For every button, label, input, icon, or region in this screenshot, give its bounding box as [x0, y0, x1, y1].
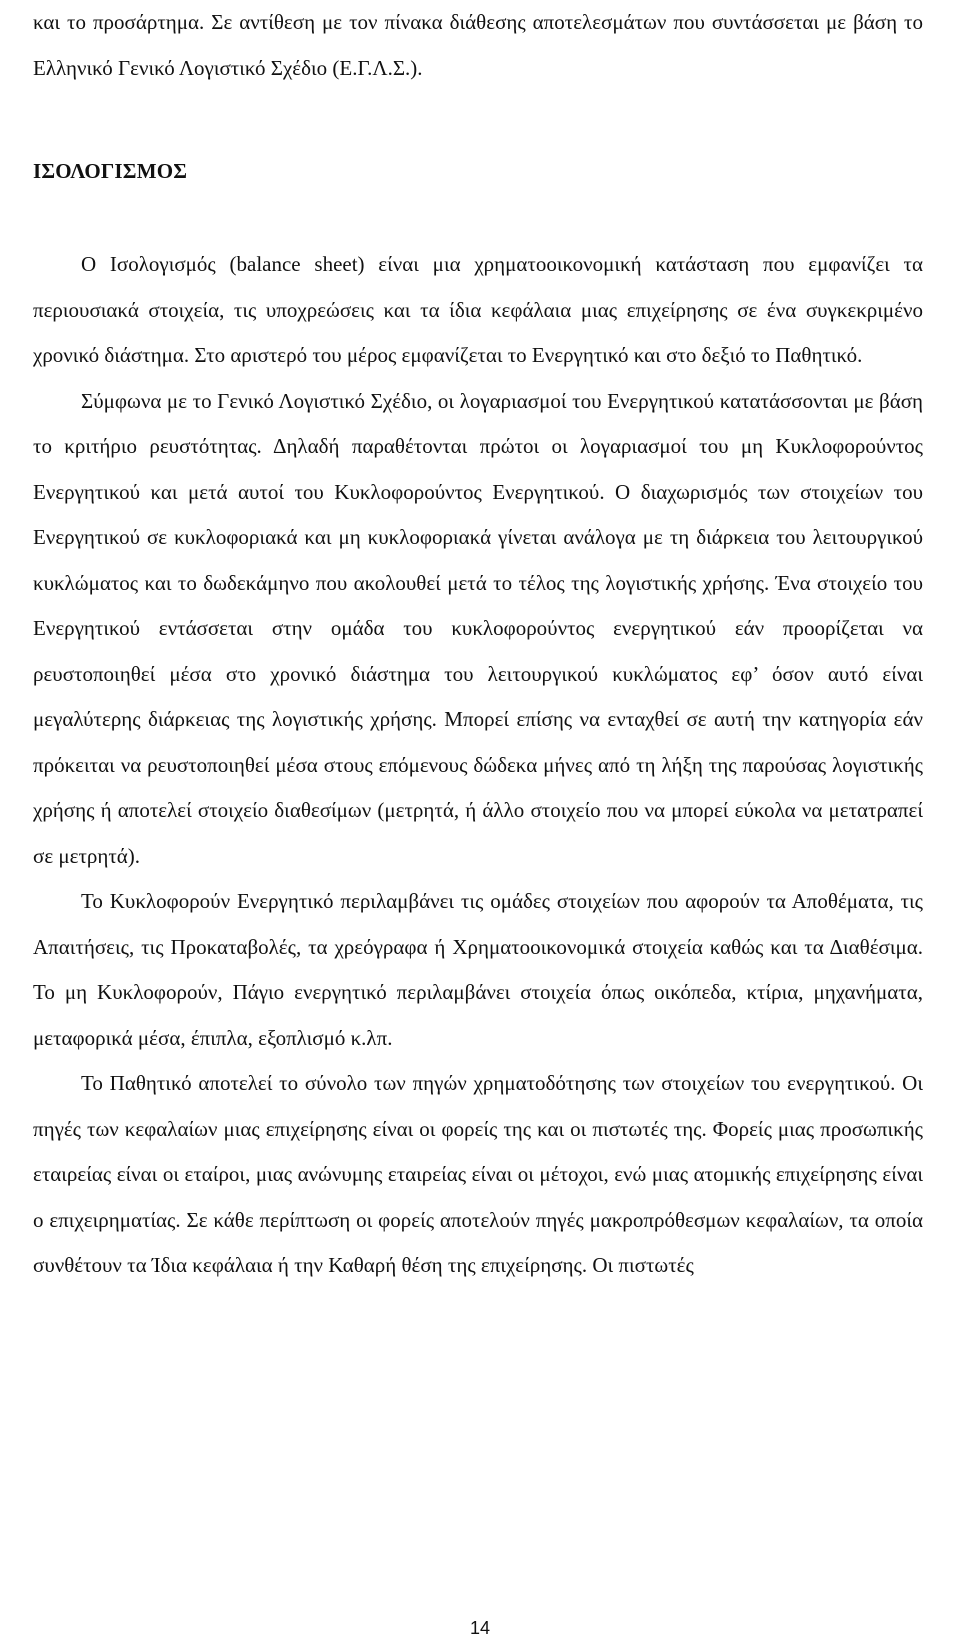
paragraph-liabilities: Το Παθητικό αποτελεί το σύνολο των πηγών χρηματοδότησης των στοιχείων του ενεργητικού. Οι πηγές των κεφαλαίων μιας επιχείρησης είναι οι φορείς της και οι πιστωτές της. Φορείς μιας προσωπικής εταιρείας είναι οι εταίροι, μιας ανώνυμης εταιρείας είναι οι μέτοχοι, ενώ μιας ατομικής επιχείρησης είναι ο επιχειρηματίας. Σε κάθε περίπτωση οι φορείς αποτελούν πηγές μακροπρόθεσμων κεφαλαίων, τα οποία συνθέτουν τα Ίδια κεφάλαια ή την Καθαρή θέση της επιχείρησης. Οι πιστωτές: [33, 1071, 923, 1277]
page-number: 14: [469, 1618, 491, 1638]
paragraph-current-assets: Το Κυκλοφορούν Ενεργητικό περιλαμβάνει τις ομάδες στοιχείων που αφορούν τα Αποθέματα, τις Απαιτήσεις, τις Προκαταβολές, τα χρεόγραφα ή Χρηματοοικονομικά στοιχεία καθώς και τα Διαθέσιμα. Το μη Κυκλοφορούν, Πάγιο ενεργητικό περιλαμβάνει στοιχεία όπως οικόπεδα, κτίρια, μηχανήματα, μεταφορικά μέσα, έπιπλα, εξοπλισμό κ.λπ.: [33, 889, 923, 1050]
paragraph-balance-sheet-definition: Ο Ισολογισμός (balance sheet) είναι μια χρηματοοικονομική κατάσταση που εμφανίζει τα περιουσιακά στοιχεία, τις υποχρεώσεις και τα ίδια κεφάλαια μιας επιχείρησης σε ένα συγκεκριμένο χρονικό διάστημα. Στο αριστερό του μέρος εμφανίζεται το Ενεργητικό και στο δεξιό το Παθητικό.: [33, 252, 923, 367]
section-heading: ΙΣΟΛΟΓΙΣΜΟΣ: [33, 159, 188, 183]
paragraph-assets-classification: Σύμφωνα με το Γενικό Λογιστικό Σχέδιο, οι λογαριασμοί του Ενεργητικού κατατάσσονται με βάση το κριτήριο ρευστότητας. Δηλαδή παραθέτονται πρώτοι οι λογαριασμοί του μη Κυκλοφορούντος Ενεργητικού και μετά αυτοί του Κυκλοφορούντος Ενεργητικού. Ο διαχωρισμός των στοιχείων του Ενεργητικού σε κυκλοφοριακά και μη κυκλοφοριακά γίνεται ανάλογα με τη διάρκεια του λειτουργικού κυκλώματος και το δωδεκάμηνο που ακολουθεί μετά το τέλος της λογιστικής χρήσης. Ένα στοιχείο του Ενεργητικού εντάσσεται στην ομάδα του κυκλοφορούντος ενεργητικού εάν προορίζεται να ρευστοποιηθεί μέσα στο χρονικό διάστημα του λειτουργικού κυκλώματος εφ’ όσον αυτό είναι μεγαλύτερης διάρκειας της λογιστικής χρήσης. Μπορεί επίσης να ενταχθεί σε αυτή την κατηγορία εάν πρόκειται να ρευστοποιηθεί μέσα στους επόμενους δώδεκα μήνες από τη λήξη της παρούσας λογιστικής χρήσης ή αποτελεί στοιχείο διαθεσίμων (μετρητά, ή άλλο στοιχείο που να μπορεί εύκολα να μετατραπεί σε μετρητά).: [33, 388, 923, 868]
body-text: [33, 242, 923, 1289]
intro-paragraph: και το προσάρτημα. Σε αντίθεση με τον πίνακα διάθεσης αποτελεσμάτων που συντάσσεται με βάση το Ελληνικό Γενικό Λογιστικό Σχέδιο (Ε.Γ.Λ.Σ.).: [33, 10, 923, 80]
